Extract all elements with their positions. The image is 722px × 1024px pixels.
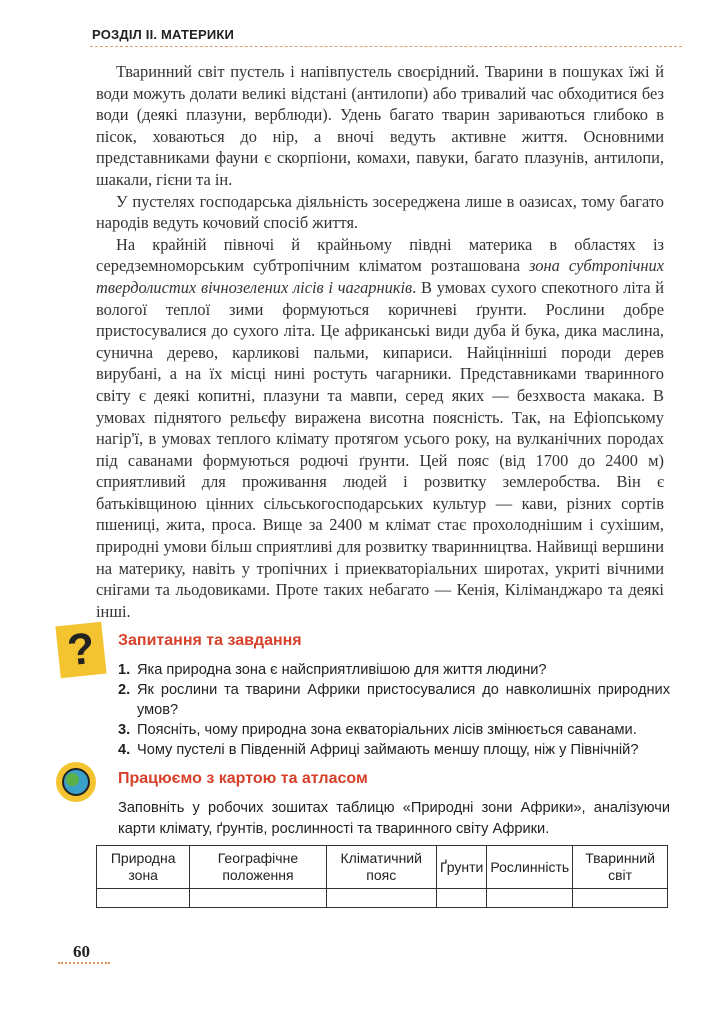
question-number: 2. bbox=[118, 682, 131, 698]
table-header: Рослинність bbox=[487, 846, 573, 889]
table-header: Ґрунти bbox=[436, 846, 486, 889]
question-text: Чому пустелі в Південній Африці займають меншу площу, ніж у Північній? bbox=[137, 742, 639, 758]
questions-list bbox=[118, 660, 670, 760]
paragraph-text: . В умовах сухого спекотного літа й вологої теплої зими формуються коричневі ґрунти. Рослини добре пристосувалися до сухого літа. Це африканські види дуба й бука, дика маслина, сунична дерево, карликові пальми, кипариси. Найцінніші породи дерев вирубані, а на їх місці нині ростуть чагарники. Представниками тваринного світу є деякі копитні, плазуни та мавпи, серед яких — безхвоста макака. В умовах піднятого рельєфу виражена висотна поясність. Так, на Ефіопському нагір'ї, в умовах теплого клімату протягом усього року, на вулканічних породах під саванами формуються родючі ґрунти. Цей пояс (від 1700 до 2400 м) сприятливий для проживання людей і розвитку землеробства. Він є батьківщиною цінних сільськогосподарських культур — кави, різних сортів пшениці, жита, проса. Вище за 2400 м клімат стає прохолоднішим і сухішим, природні умови більш сприятливі для розвитку тваринництва. Найвищі вершини на материку, навіть у тропічних і приекваторіальних широтах, укриті вічними снігами та льодовиками. Проте таких небагато — Кенія, Кіліманджаро та деякі інші. bbox=[96, 277, 664, 621]
table-header-row bbox=[97, 846, 668, 889]
questions-title: Запитання та завдання bbox=[118, 632, 302, 649]
table-cell bbox=[326, 889, 436, 908]
paragraph: У пустелях господарська діяльність зосереджена лише в оазисах, тому багато народів ведуть кочовий спосіб життя. bbox=[96, 191, 664, 233]
table-cell bbox=[487, 889, 573, 908]
table-header: Географічне положення bbox=[190, 846, 326, 889]
section-header: РОЗДІЛ II. МАТЕРИКИ bbox=[92, 27, 235, 42]
table-cell bbox=[573, 889, 668, 908]
map-task-title: Працюємо з картою та атласом bbox=[118, 770, 368, 787]
question-mark-icon: ? bbox=[55, 622, 106, 679]
table-header: Тваринний світ bbox=[573, 846, 668, 889]
africa-zones-table bbox=[96, 845, 668, 908]
table-header: Кліматичний пояс bbox=[326, 846, 436, 889]
question-number: 3. bbox=[118, 722, 131, 738]
table-cell bbox=[436, 889, 486, 908]
page-number: 60 bbox=[73, 942, 90, 961]
paragraph bbox=[96, 234, 664, 623]
question-number: 1. bbox=[118, 662, 131, 678]
question-text: Яка природна зона є найсприятливішою для життя людини? bbox=[137, 662, 547, 678]
page-number-ornament bbox=[58, 962, 110, 964]
term-italic: зона субтропічних твердолистих вічнозелених лісів і чагарників bbox=[96, 256, 664, 297]
table-cell bbox=[97, 889, 190, 908]
question-item bbox=[118, 740, 670, 760]
question-text: Поясніть, чому природна зона екваторіальних лісів змінюється саванами. bbox=[137, 722, 637, 738]
paragraph-text: На крайній півночі й крайньому півдні материка в областях із середземноморським субтропічним кліматом розташована bbox=[96, 234, 664, 276]
paragraph: Тваринний світ пустель і напівпустель своєрідний. Тварини в пошуках їжі й води можуть долати великі відстані (антилопи) або тривалий час обходитися без води (деякі плазуни, верблюди). Удень багато тварин зариваються глибоко в пісок, ховаються до нір, а вночі ведуть активне життя. Основними представниками фауни є скорпіони, комахи, павуки, багато плазунів, антилопи, шакали, гієни та ін. bbox=[96, 62, 664, 189]
question-item bbox=[118, 720, 670, 740]
table-row bbox=[97, 889, 668, 908]
table-header: Природна зона bbox=[97, 846, 190, 889]
question-number: 4. bbox=[118, 742, 131, 758]
body-text bbox=[96, 61, 664, 622]
map-task-text: Заповніть у робочих зошитах таблицю «Природні зони Африки», аналізуючи карти клімату, ґрунтів, рослинності та тваринного світу Африки. bbox=[118, 800, 670, 837]
header-divider bbox=[90, 46, 682, 47]
question-item bbox=[118, 680, 670, 720]
question-item bbox=[118, 660, 670, 680]
table-cell bbox=[190, 889, 326, 908]
globe-icon bbox=[56, 762, 96, 802]
question-text: Як рослини та тварини Африки пристосувалися до навколишніх природних умов? bbox=[137, 682, 670, 718]
